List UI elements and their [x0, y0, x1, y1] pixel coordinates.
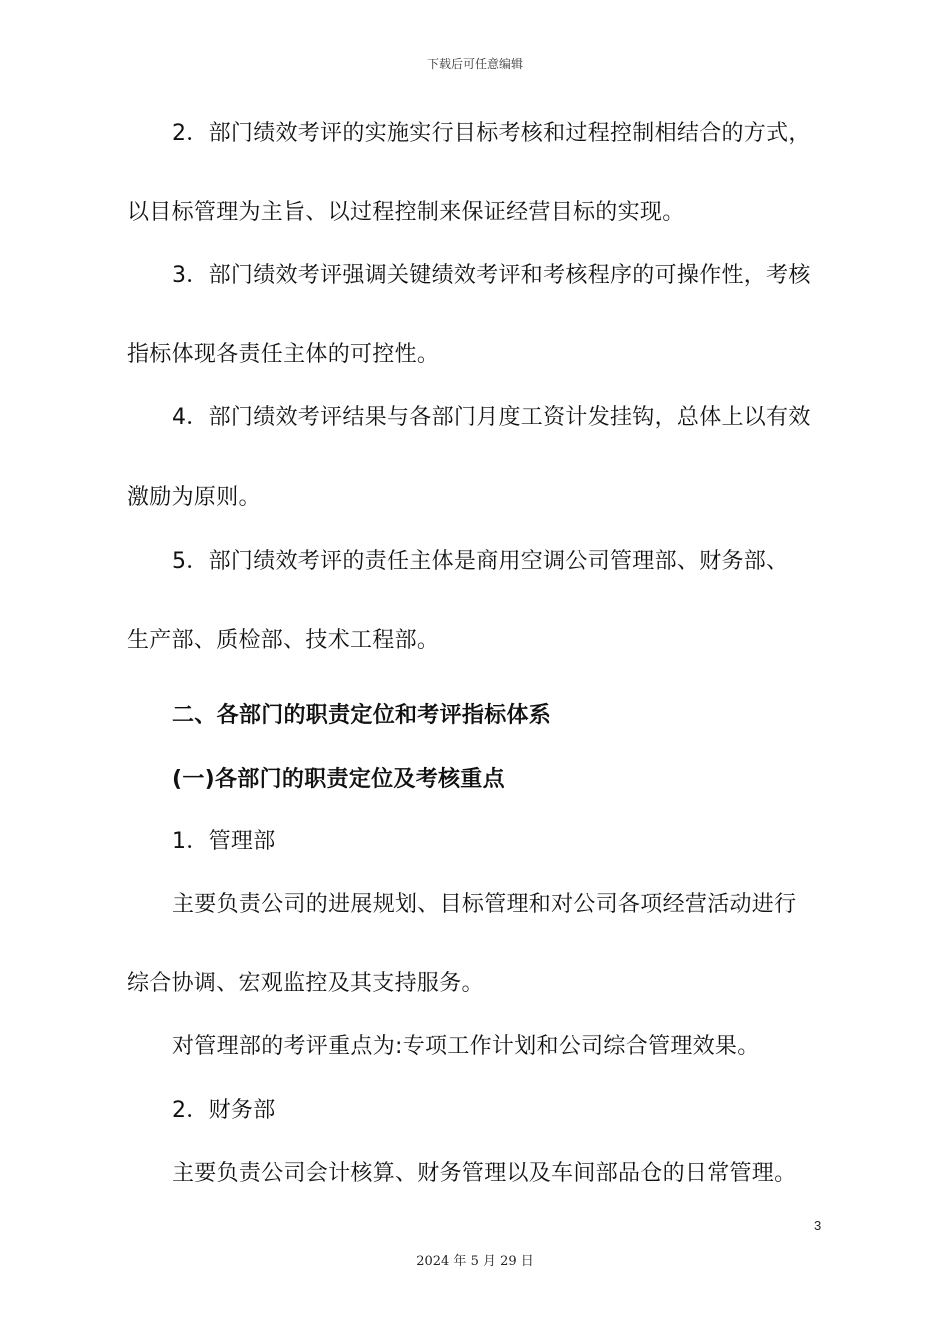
subsection-heading: (一)各部门的职责定位及考核重点 — [172, 767, 505, 792]
page-number: 3 — [814, 1218, 822, 1233]
paragraph-line: 对管理部的考评重点为:专项工作计划和公司综合管理效果。 — [172, 1034, 760, 1059]
paragraph-line: 综合协调、宏观监控及其支持服务。 — [127, 971, 484, 996]
paragraph-line: 以目标管理为主旨、以过程控制来保证经营目标的实现。 — [127, 200, 685, 225]
paragraph-line: 主要负责公司会计核算、财务管理以及车间部品仓的日常管理。 — [172, 1161, 797, 1186]
item-heading: 2．财务部 — [172, 1098, 276, 1123]
paragraph-line: 激励为原则。 — [127, 485, 261, 510]
paragraph-line: 指标体现各责任主体的可控性。 — [127, 342, 440, 367]
page-footer-date: 2024 年 5 月 29 日 — [416, 1254, 534, 1269]
paragraph-line: 主要负责公司的进展规划、目标管理和对公司各项经营活动进行 — [172, 892, 797, 917]
paragraph-line: 2．部门绩效考评的实施实行目标考核和过程控制相结合的方式， — [172, 121, 811, 146]
paragraph-line: 生产部、质检部、技术工程部。 — [127, 628, 440, 653]
paragraph-line: 3．部门绩效考评强调关键绩效考评和考核程序的可操作性，考核 — [172, 263, 811, 288]
item-heading: 1．管理部 — [172, 829, 276, 854]
page-header-note: 下载后可任意编辑 — [426, 57, 523, 71]
section-heading: 二、各部门的职责定位和考评指标体系 — [172, 703, 552, 728]
paragraph-line: 4．部门绩效考评结果与各部门月度工资计发挂钩，总体上以有效 — [172, 405, 811, 430]
paragraph-line: 5．部门绩效考评的责任主体是商用空调公司管理部、财务部、 — [172, 549, 789, 574]
